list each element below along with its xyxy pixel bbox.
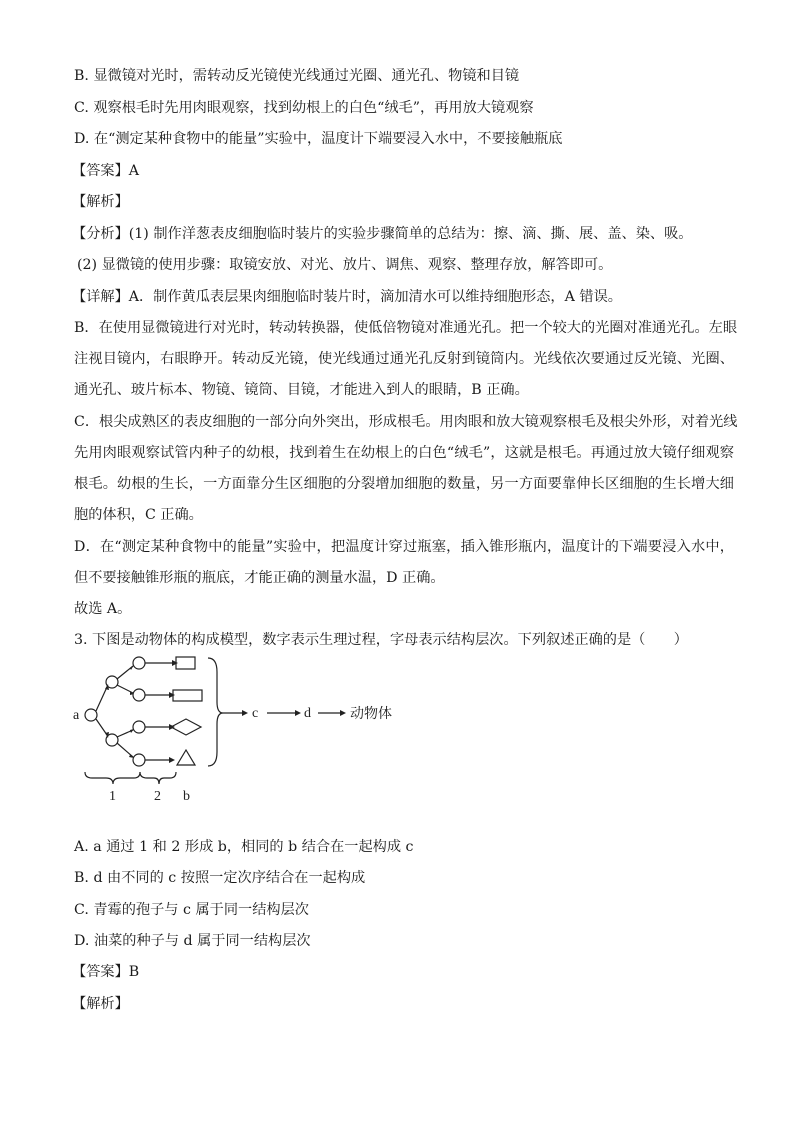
- analysis-para-2: (2) 显微镜的使用步骤：取镜安放、对光、放片、调焦、观察、整理存放，解答即可。: [77, 257, 613, 273]
- tissue-rect-long: [173, 690, 202, 701]
- answer-label-2: 【答案】B: [72, 964, 140, 980]
- analysis-para-1: 【分析】(1) 制作洋葱表皮细胞临时装片的实验步骤简单的总结为：擦、滴、撕、展、盖、染、吸。: [72, 226, 693, 242]
- detail-para-c-3: 根毛。幼根的生长，一方面靠分生区细胞的分裂增加细胞的数量，另一方面要靠伸长区细胞的生长增大细: [74, 476, 734, 492]
- option-b: B. d 由不同的 c 按照一定次序结合在一起构成: [74, 870, 366, 886]
- option-a: A. a 通过 1 和 2 形成 b，相同的 b 结合在一起构成 c: [74, 839, 414, 855]
- analysis-label: 【解析】: [72, 194, 129, 210]
- label-c: c: [252, 706, 259, 721]
- animal-structure-diagram: [70, 652, 410, 802]
- cell-circle-2a: [133, 657, 145, 669]
- label-2: 2: [154, 789, 161, 802]
- arrow-head: [172, 660, 178, 666]
- option-c-prev: C. 观察根毛时先用肉眼观察，找到幼根上的白色“绒毛”，再用放大镜观察: [74, 100, 534, 116]
- detail-para-d-2: 但不要接触锥形瓶的瓶底，才能正确的测量水温，D 正确。: [74, 570, 445, 586]
- arrow-head: [340, 710, 346, 716]
- cell-circle-2b: [133, 689, 145, 701]
- arrow-head: [169, 757, 175, 763]
- option-d: D. 油菜的种子与 d 属于同一结构层次: [74, 933, 311, 949]
- cell-circle-a: [85, 709, 97, 721]
- question-3-stem: 3. 下图是动物体的构成模型，数字表示生理过程，字母表示结构层次。下列叙述正确的是（ ）: [74, 632, 688, 648]
- label-1: 1: [109, 789, 116, 802]
- tissue-diamond: [171, 719, 201, 735]
- detail-para-c-1: C．根尖成熟区的表皮细胞的一部分向外突出，形成根毛。用肉眼和放大镜观察根毛及根尖外形，对着光线: [74, 414, 738, 430]
- label-b: b: [183, 789, 190, 802]
- option-c: C. 青霉的孢子与 c 属于同一结构层次: [74, 902, 309, 918]
- detail-para-b-3: 通光孔、玻片标本、物镜、镜筒、目镜，才能进入到人的眼睛，B 正确。: [74, 382, 529, 398]
- conclusion: 故选 A。: [74, 601, 132, 617]
- tissue-rect-small: [176, 657, 195, 669]
- arrow-head: [295, 710, 301, 716]
- answer-label: 【答案】A: [72, 163, 139, 179]
- cell-circle-2d: [133, 754, 145, 766]
- detail-para-c-2: 先用肉眼观察试管内种子的幼根，找到着生在幼根上的白色“绒毛”，这就是根毛。再通过放大镜仔细观察: [74, 445, 734, 461]
- option-d-prev: D. 在“测定某种食物中的能量”实验中，温度计下端要浸入水中，不要接触瓶底: [74, 131, 563, 147]
- label-d: d: [304, 706, 311, 721]
- detail-para-b-1: B．在使用显微镜进行对光时，转动转换器，使低倍物镜对准通光孔。把一个较大的光圈对准通光孔。左眼: [74, 320, 738, 336]
- label-a: a: [73, 708, 80, 723]
- detail-para-c-4: 胞的体积，C 正确。: [74, 507, 203, 523]
- arrow-head: [130, 729, 134, 733]
- label-animal: 动物体: [350, 707, 392, 722]
- cell-circle-2c: [133, 721, 145, 733]
- detail-para-d-1: D．在“测定某种食物中的能量”实验中，把温度计穿过瓶塞，插入锥形瓶内，温度计的下端要浸入水中，: [74, 539, 734, 555]
- detail-para-a: 【详解】A．制作黄瓜表层果肉细胞临时装片时，滴加清水可以维持细胞形态，A 错误。: [72, 289, 622, 305]
- option-b-prev: B. 显微镜对光时，需转动反光镜使光线通过光圈、通光孔、物镜和目镜: [74, 68, 520, 84]
- tissue-triangle: [177, 750, 195, 765]
- arrow-head: [169, 692, 175, 698]
- analysis-label-2: 【解析】: [72, 996, 129, 1012]
- detail-para-b-2: 注视目镜内，右眼睁开。转动反光镜，使光线通过通光孔反射到镜筒内。光线依次要通过反光镜、光圈、: [74, 351, 734, 367]
- arrow-head: [242, 710, 248, 716]
